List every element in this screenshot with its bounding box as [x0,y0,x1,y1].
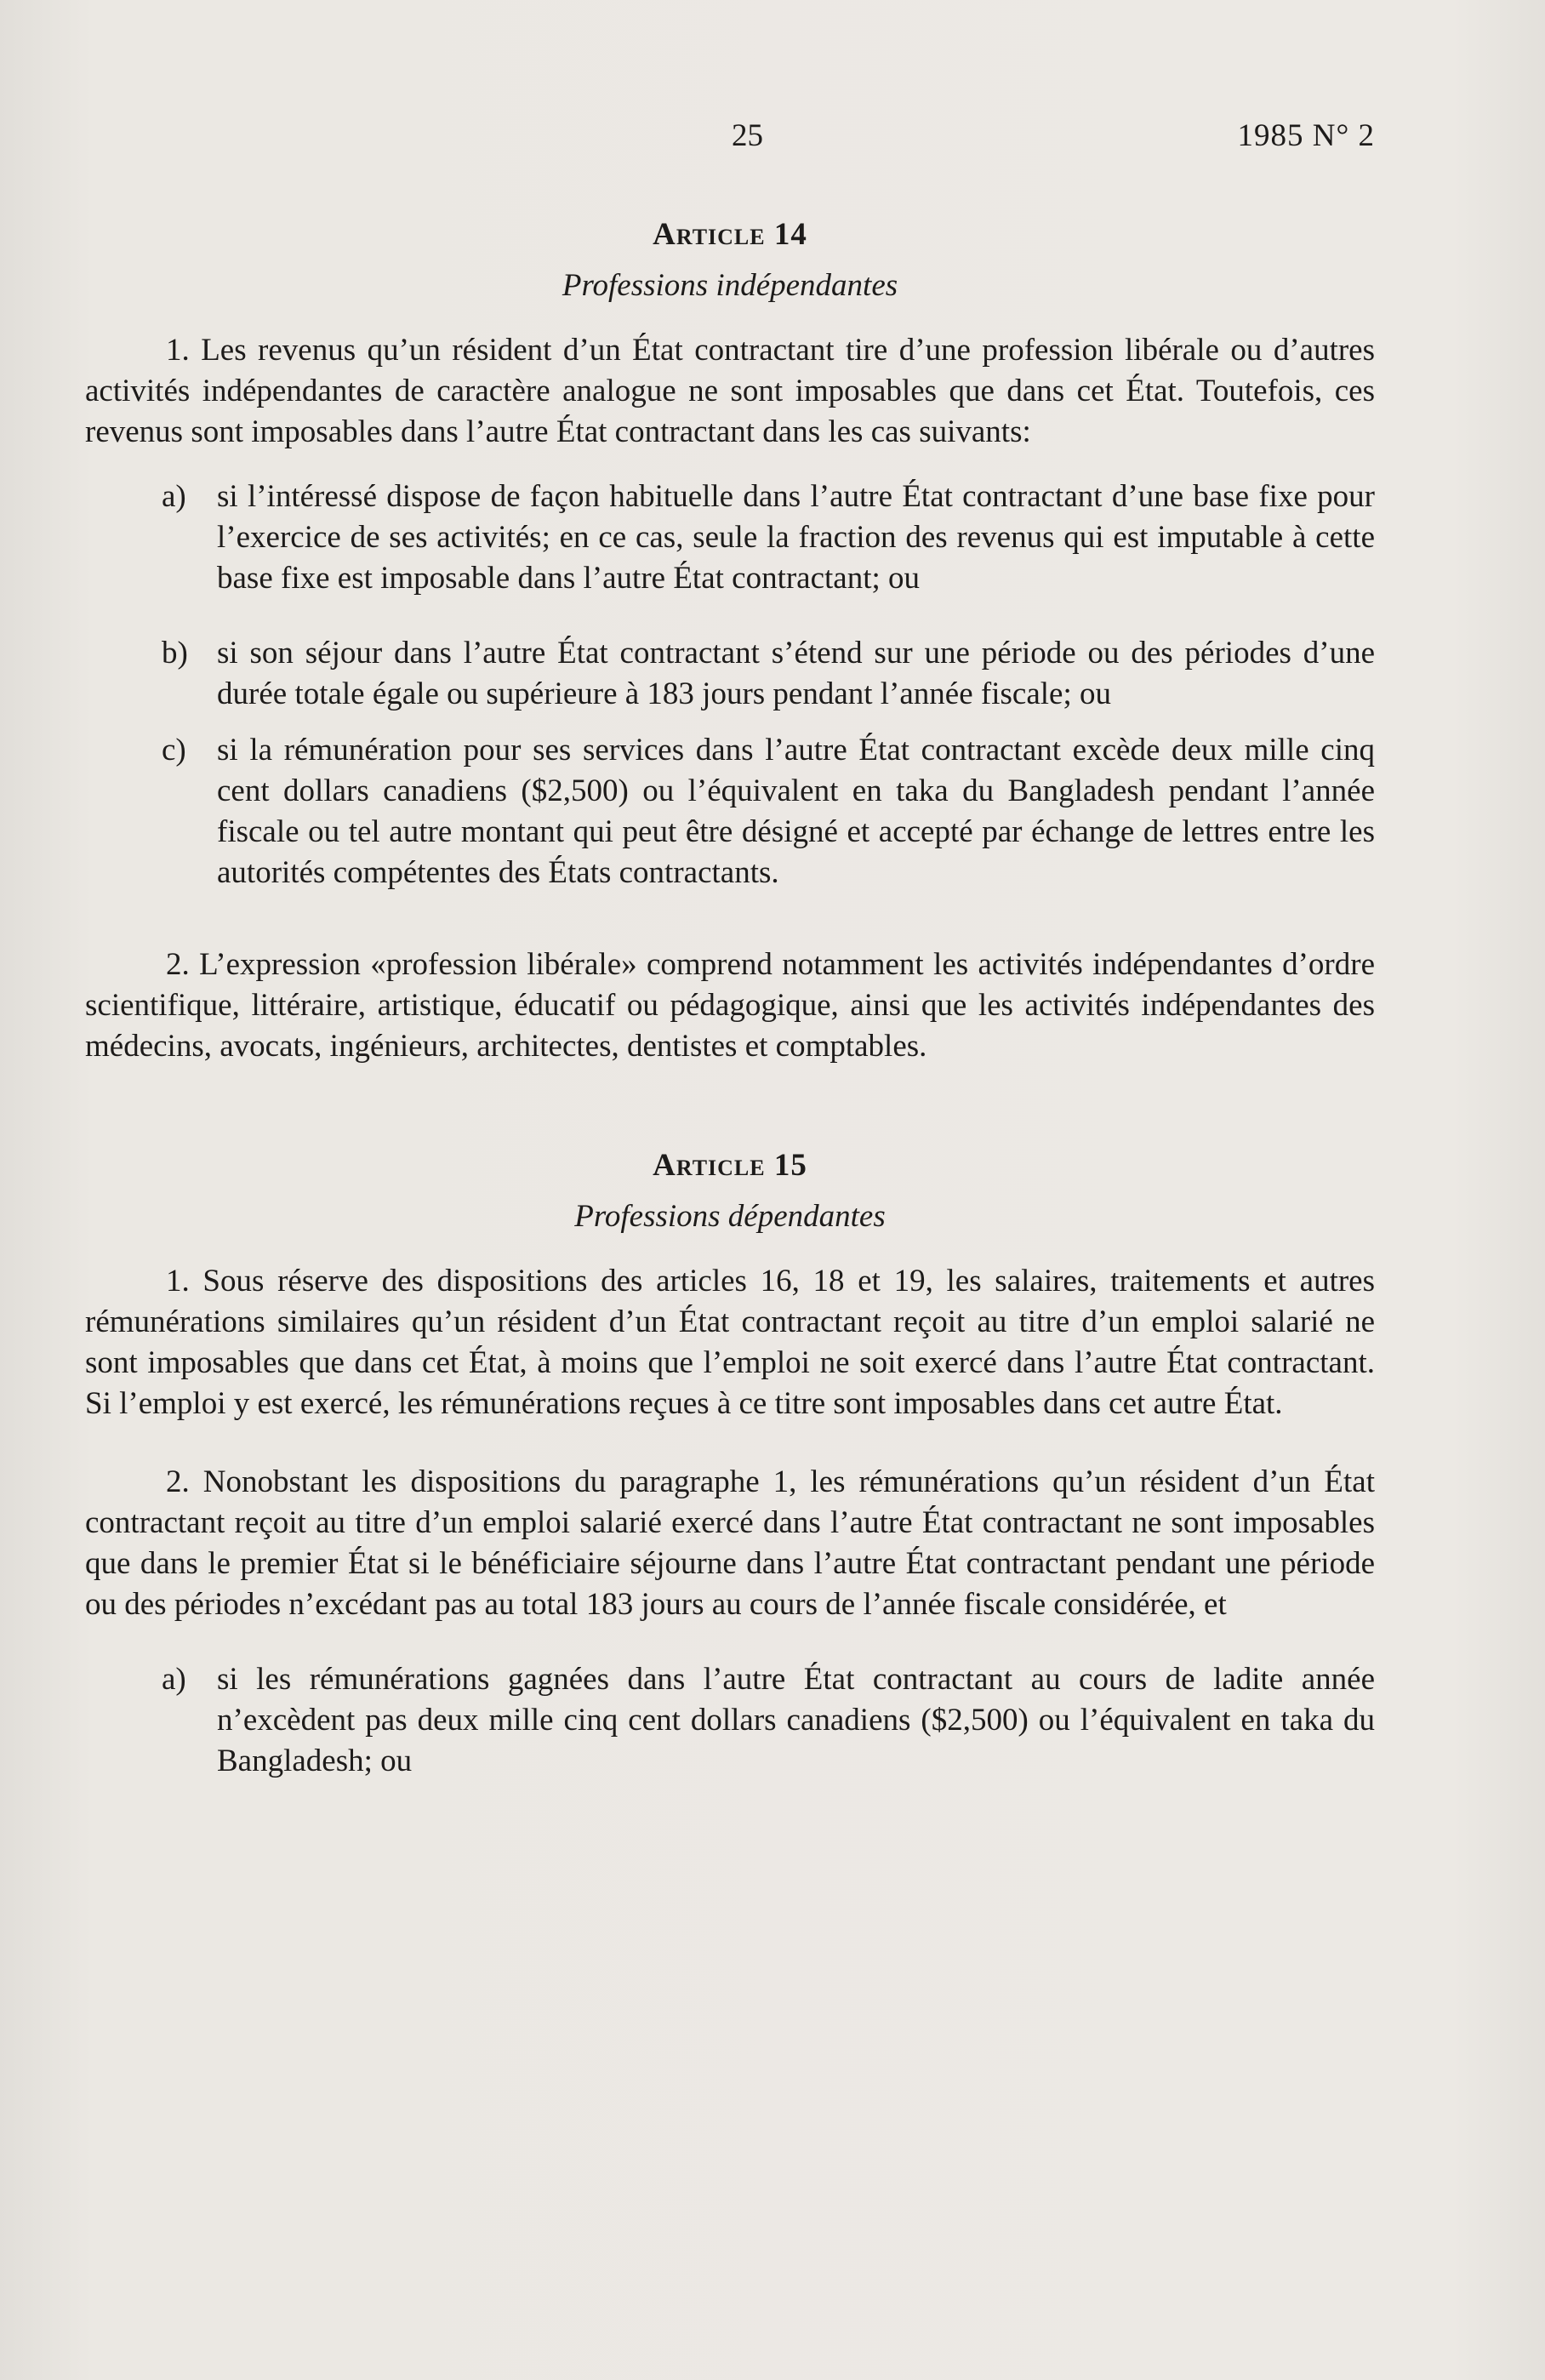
item-text: si son séjour dans l’autre État contractant s’étend sur une période ou des périodes d’une durée totale égale ou supérieure à 183 jours pendant l’année fiscale; ou [217,636,1375,711]
page-content [85,214,1375,1782]
item-label: a) [162,1662,186,1697]
article-14 [85,214,1375,1067]
article-14-title: Article 14 [653,217,807,252]
article-15-title: Article 15 [653,1148,807,1183]
article-15-paragraph-1: 1. Sous réserve des dispositions des articles 16, 18 et 19, les salaires, traitements et autres rémunérations similaires qu’un résident d’un État contractant reçoit au titre d’un emploi salarié ne sont imposables que dans cet État, à moins que l’emploi ne soit exercé dans l’autre État contractant. Si l’emploi y est exercé, les rémunérations reçues à ce titre sont imposables dans cet autre État. [85,1264,1375,1421]
article-15-item-a [162,1659,1375,1782]
volume-number: 1985 N° 2 [1237,118,1375,153]
article-14-item-c [162,730,1375,893]
article-14-paragraph-1: 1. Les revenus qu’un résident d’un État contractant tire d’une profession libérale ou d’autres activités indépendantes de caractère analogue ne sont imposables que dans cet État. Toutefois, ces revenus sont imposables dans l’autre État contractant dans les cas suivants: [85,333,1375,449]
item-label: b) [162,636,188,671]
item-text: si les rémunérations gagnées dans l’autre État contractant au cours de ladite année n’excèdent pas deux mille cinq cent dollars canadiens ($2,500) ou l’équivalent en taka du Bangladesh; ou [217,1662,1375,1778]
article-14-item-a [162,477,1375,599]
page-header [85,117,1375,160]
item-label: c) [162,733,186,768]
item-text: si la rémunération pour ses services dans l’autre État contractant excède deux mille cinq cent dollars canadiens ($2,500) ou l’équivalent en taka du Bangladesh pendant l’année fiscale ou tel autre montant qui peut être désigné et accepté par échange de lettres entre les autorités compétentes des États contractants. [217,733,1375,890]
article-15-paragraph-2: 2. Nonobstant les dispositions du paragraphe 1, les rémunérations qu’un résident d’un État contractant reçoit au titre d’un emploi salarié exercé dans l’autre État contractant ne sont imposables que dans le premier État si le bénéficiaire séjourne dans l’autre État contractant pendant une période ou des périodes n’excédant pas au total 183 jours au cours de l’année fiscale considérée, et [85,1464,1375,1622]
article-14-paragraph-2: 2. L’expression «profession libérale» comprend notamment les activités indépendantes d’ordre scientifique, littéraire, artistique, éducatif ou pédagogique, ainsi que les activités indépendantes des médecins, avocats, ingénieurs, architectes, dentistes et comptables. [85,947,1375,1064]
item-text: si l’intéressé dispose de façon habituelle dans l’autre État contractant d’une base fixe pour l’exercice de ses activités; en ce cas, seule la fraction des revenus qui est imputable à cette base fixe est imposable dans l’autre État contractant; ou [217,479,1375,596]
item-label: a) [162,479,186,514]
article-14-item-b [162,633,1375,715]
article-15 [85,1145,1375,1782]
article-15-subtitle: Professions dépendantes [574,1199,886,1234]
article-14-subtitle: Professions indépendantes [562,268,898,303]
page-number: 25 [732,118,763,153]
